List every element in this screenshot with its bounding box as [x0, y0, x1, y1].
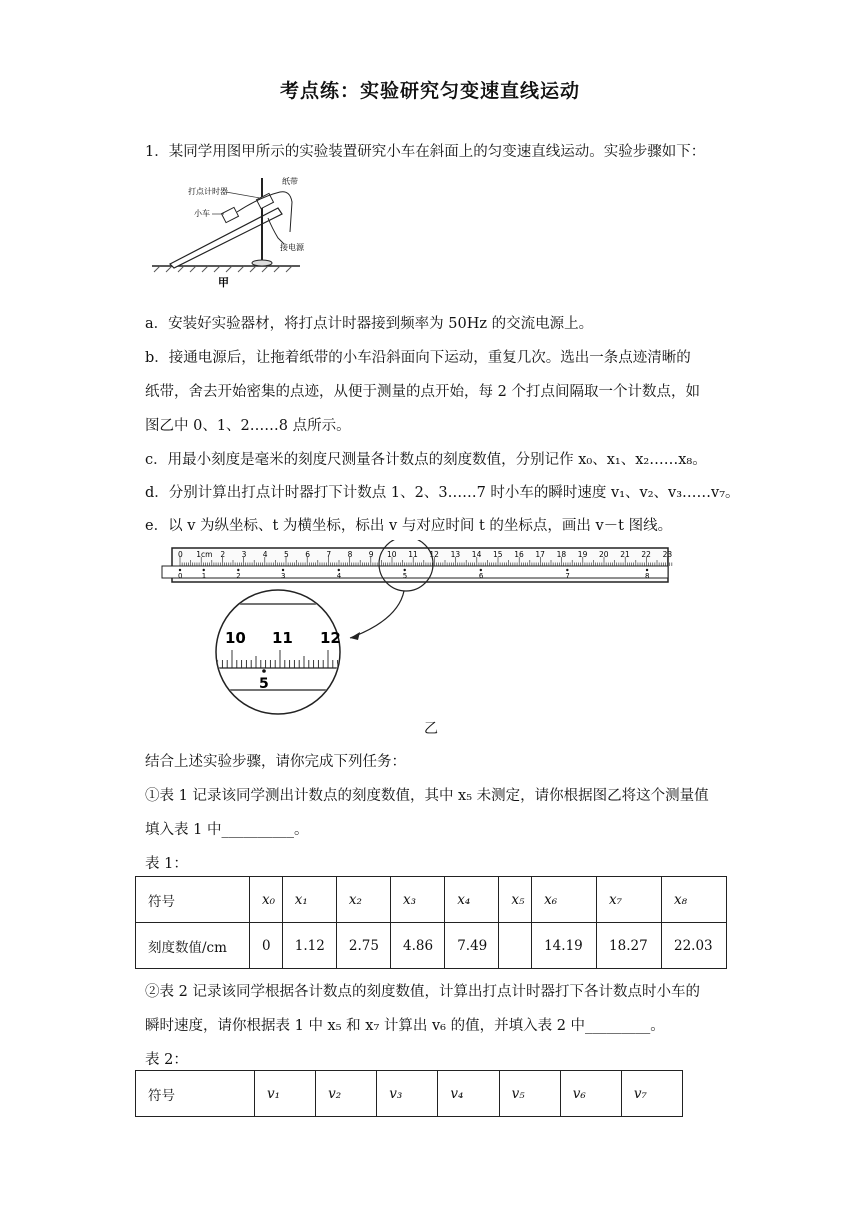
task2-line1: ②表 2 记录该同学根据各计数点的刻度数值，计算出打点计时器打下各计数点时小车的: [145, 984, 700, 1000]
tape-point-label: 6: [478, 572, 484, 580]
tape-point: [282, 569, 284, 571]
table2-symbol: v₂: [316, 1071, 377, 1117]
ruler-number: 16: [514, 550, 524, 559]
ruler-number: 9: [368, 550, 374, 559]
task-intro: 结合上述实验步骤，请你完成下列任务：: [145, 754, 406, 770]
ruler-number: 18: [556, 550, 567, 559]
table1-label: 表 1：: [145, 856, 188, 872]
table1-symbol: x₀: [250, 877, 283, 923]
step-c: c．用最小刻度是毫米的刻度尺测量各计数点的刻度数值，分别记作 x₀、x₁、x₂……x₈。: [145, 452, 707, 468]
table1-symbol: x₅: [499, 877, 532, 923]
ruler-number: 10: [387, 550, 397, 559]
table1-value: 14.19: [532, 923, 597, 969]
table1-symbol: x₈: [662, 877, 727, 923]
ruler-number: 17: [535, 550, 545, 559]
zoom-number-10: 10: [225, 629, 246, 647]
step-b-line2: 纸带，舍去开始密集的点迹，从便于测量的点开始，每 2 个打点间隔取一个计数点，如: [145, 384, 700, 400]
figure-jia: [150, 172, 310, 292]
ruler-number: 6: [305, 550, 310, 559]
task2-line2: 瞬时速度，请你根据表 1 中 x₅ 和 x₇ 计算出 v₆ 的值，并填入表 2 中_________。: [145, 1018, 665, 1034]
table2-symbol: v₃: [377, 1071, 438, 1117]
caption-yi: 乙: [424, 721, 438, 737]
step-b-line3: 图乙中 0、1、2……8 点所示。: [145, 418, 351, 434]
ruler-number: 3: [241, 550, 247, 559]
ruler-number: 14: [471, 550, 482, 559]
task1-line2: 填入表 1 中__________。: [145, 822, 309, 838]
ruler-number: 15: [493, 550, 503, 559]
tape-point-label: 0: [178, 572, 183, 580]
tape-point: [480, 569, 482, 571]
table2-symbol: v₅: [499, 1071, 560, 1117]
ruler-number: 7: [326, 550, 332, 559]
tape-point: [203, 569, 205, 571]
table1-symbol: x₆: [532, 877, 597, 923]
zoom-number-11: 11: [272, 629, 293, 647]
table1-symbol: x₂: [336, 877, 390, 923]
table1-row-label: 刻度数值/cm: [136, 923, 250, 969]
tape-point-label: 7: [565, 572, 570, 580]
ruler-number: 5: [284, 550, 289, 559]
task1-line1: ①表 1 记录该同学测出计数点的刻度数值，其中 x₅ 未测定，请你根据图乙将这个测量值: [145, 788, 709, 804]
label-tape: 纸带: [282, 177, 298, 186]
table1-value: 18.27: [597, 923, 662, 969]
ruler-number: 22: [641, 550, 651, 559]
table2-symbol: v₇: [621, 1071, 682, 1117]
label-cart: 小车: [194, 209, 210, 218]
tape-point: [566, 569, 568, 571]
timer: [256, 193, 273, 208]
table1-symbol: x₄: [445, 877, 499, 923]
step-d: d．分别计算出打点计时器打下计数点 1、2、3……7 时小车的瞬时速度 v₁、v₂、v₃……v₇。: [145, 485, 740, 501]
ruler-number: 23: [662, 550, 673, 559]
figure-yi: [150, 540, 680, 740]
table1-symbol-row: [136, 877, 727, 923]
tape-point: [404, 569, 406, 571]
caption-jia: 甲: [218, 276, 229, 289]
table-2: [135, 1070, 683, 1117]
ruler-number: 2: [220, 550, 226, 559]
tape-point-label: 4: [336, 572, 342, 580]
table1-value: 0: [250, 923, 283, 969]
table2-label: 表 2：: [145, 1052, 188, 1068]
table1-value: 4.86: [391, 923, 445, 969]
table1-symbol: x₇: [597, 877, 662, 923]
table1-value-row: [136, 923, 727, 969]
question-intro: 1．某同学用图甲所示的实验装置研究小车在斜面上的匀变速直线运动。实验步骤如下：: [145, 144, 706, 160]
ruler-number: 1cm: [196, 550, 213, 559]
zoom-number-12: 12: [320, 629, 341, 647]
tape-point: [646, 569, 648, 571]
tape-point-label: 2: [236, 572, 241, 580]
ruler-number: 0: [178, 550, 183, 559]
ruler-number: 21: [620, 550, 630, 559]
table1-value-blank[interactable]: [499, 923, 532, 969]
table1-symbol: x₃: [391, 877, 445, 923]
ruler-number: 19: [577, 550, 588, 559]
ruler-number: 8: [347, 550, 353, 559]
label-power: 接电源: [280, 243, 304, 252]
ruler-number: 4: [262, 550, 268, 559]
table1-value: 1.12: [282, 923, 336, 969]
ruler-number: 12: [429, 550, 439, 559]
ruler-number: 11: [408, 550, 418, 559]
magnify-circle: [216, 590, 340, 714]
table1-value: 22.03: [662, 923, 727, 969]
page-title: 考点练：实验研究匀变速直线运动: [279, 80, 580, 102]
step-b-line1: b．接通电源后，让拖着纸带的小车沿斜面向下运动，重复几次。选出一条点迹清晰的: [145, 350, 691, 366]
table-1: [135, 876, 727, 969]
tape-point: [338, 569, 340, 571]
table1-value: 7.49: [445, 923, 499, 969]
tape-point: [179, 569, 181, 571]
table2-header-label: 符号: [136, 1071, 255, 1117]
table2-symbol: v₄: [438, 1071, 499, 1117]
step-a: a．安装好实验器材，将打点计时器接到频率为 50Hz 的交流电源上。: [145, 316, 594, 332]
cart: [221, 207, 238, 222]
ruler-number: 13: [450, 550, 461, 559]
tape-point: [237, 569, 239, 571]
table1-header-label: 符号: [136, 877, 250, 923]
ruler-number: 20: [599, 550, 609, 559]
zoom-point-label: 5: [259, 676, 269, 692]
table2-symbol: v₁: [255, 1071, 316, 1117]
table1-symbol: x₁: [282, 877, 336, 923]
tape-point-label: 8: [645, 572, 650, 580]
table2-symbol: v₆: [560, 1071, 621, 1117]
stand-base: [252, 260, 272, 266]
tape-point-label: 1: [201, 572, 207, 580]
magnify-arrow: [350, 591, 404, 638]
table1-value: 2.75: [336, 923, 390, 969]
zoom-point-dot: [262, 669, 266, 673]
power-wire: [268, 218, 284, 244]
tape-point-label: 3: [281, 572, 286, 580]
step-e: e．以 v 为纵坐标、t 为横坐标，标出 v 与对应时间 t 的坐标点，画出 v－t 图线。: [145, 518, 673, 534]
table2-symbol-row: [136, 1071, 683, 1117]
tape-point-label: 5: [402, 572, 408, 580]
label-timer: 打点计时器: [188, 187, 228, 196]
